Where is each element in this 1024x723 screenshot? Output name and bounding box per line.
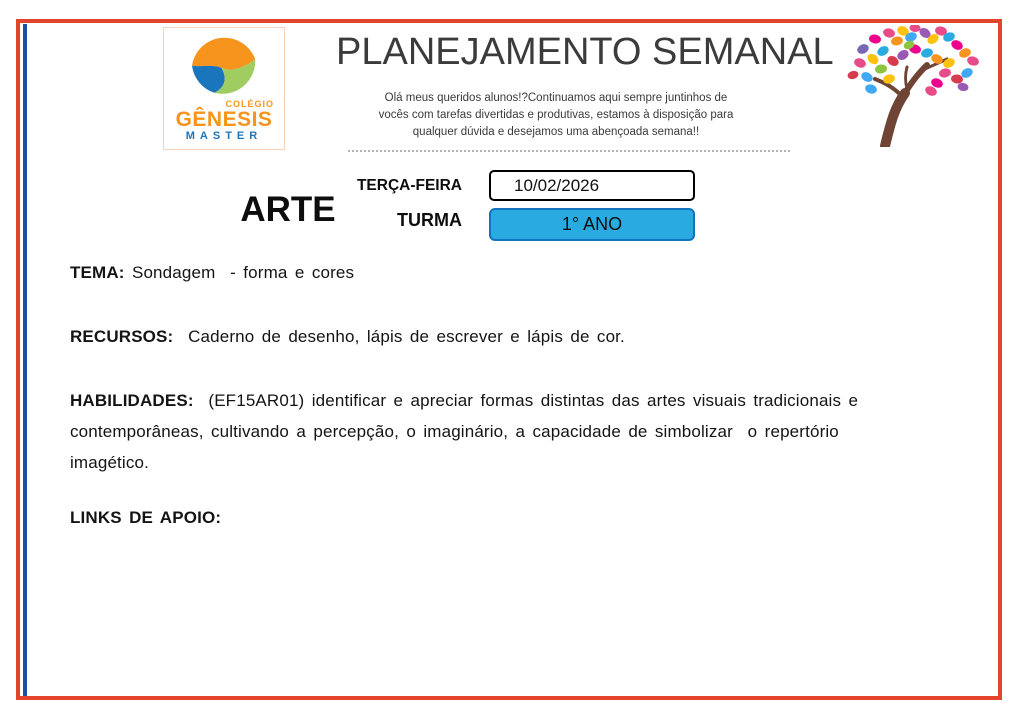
- section-tema: [70, 257, 980, 288]
- weekday-label: TERÇA-FEIRA: [356, 177, 462, 194]
- habilidades-label: HABILIDADES:: [70, 391, 194, 410]
- recursos-text: Caderno de desenho, lápis de escrever e lápis de cor.: [173, 327, 625, 346]
- school-logo: [163, 27, 285, 150]
- habilidades-text-line2: contemporâneas, cultivando a percepção, o imaginário, a capacidade de simbolizar o repertório: [70, 422, 839, 441]
- tema-label: TEMA:: [70, 263, 125, 282]
- welcome-line-3: qualquer dúvida e desejamos uma abençoada semana!!: [412, 126, 700, 138]
- section-recursos: [70, 321, 980, 352]
- header-dotted-separator: [348, 150, 790, 152]
- links-label: LINKS DE APOIO:: [70, 508, 222, 527]
- logo-line-genesis: GÊNESIS: [175, 108, 273, 131]
- recursos-label: RECURSOS:: [70, 327, 174, 346]
- welcome-line-2: vocês com tarefas divertidas e produtivas, estamos à disposição para: [378, 109, 734, 121]
- logo-line-master: MASTER: [185, 130, 263, 142]
- section-links-de-apoio: [70, 502, 980, 533]
- left-margin-line: [23, 24, 27, 696]
- subject-title: ARTE: [240, 190, 336, 229]
- section-habilidades: [70, 385, 980, 478]
- logo-swirl-icon: [184, 32, 264, 108]
- colorful-tree-icon: [845, 25, 995, 147]
- welcome-line-1: Olá meus queridos alunos!?Continuamos aqui sempre juntinhos de: [384, 92, 728, 104]
- tema-text: Sondagem - forma e cores: [124, 263, 355, 282]
- logo-line-colegio: COLÉGIO: [225, 99, 274, 109]
- habilidades-text-line1: (EF15AR01) identificar e apreciar formas distintas das artes visuais tradicionais e: [193, 391, 859, 410]
- page-title: PLANEJAMENTO SEMANAL: [336, 31, 834, 73]
- class-value-field[interactable]: 1° ANO: [489, 208, 695, 241]
- class-label: TURMA: [397, 210, 462, 230]
- welcome-message: [336, 90, 776, 141]
- tree-leaves: [847, 25, 980, 98]
- date-field[interactable]: 10/02/2026: [489, 170, 695, 201]
- habilidades-text-line3: imagético.: [70, 453, 149, 472]
